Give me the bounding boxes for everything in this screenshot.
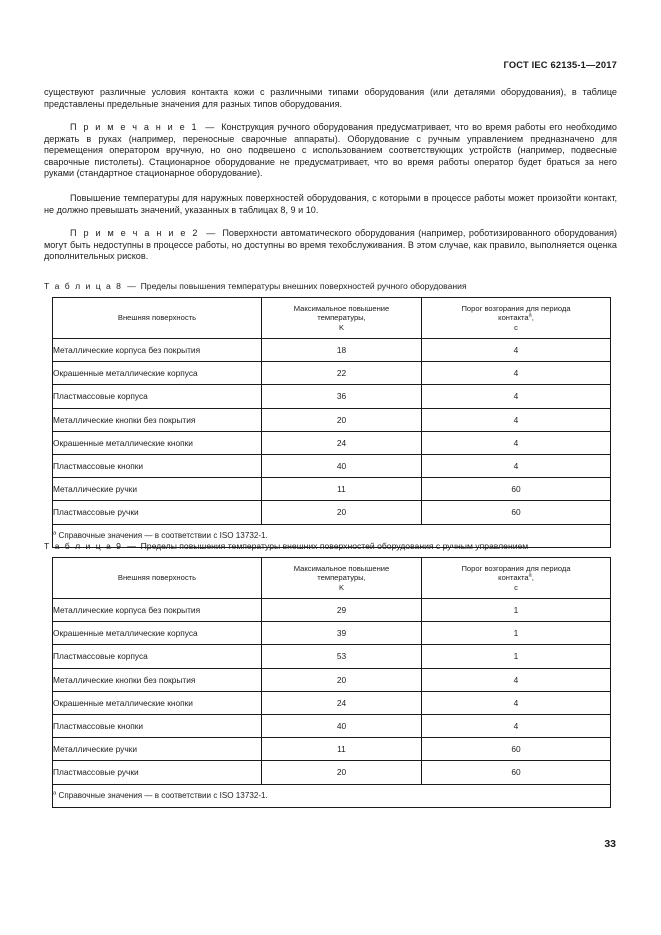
cell-surface: Металлические кнопки без покрытия (53, 408, 262, 431)
cell-ignition: 1 (422, 599, 611, 622)
footnote-text: Справочные значения — в соответствии с ISO 13732-1. (58, 531, 268, 541)
table-row (53, 691, 611, 714)
paragraph-text: Повышение температуры для наружных поверхностей оборудования, с которыми в процессе работы может произойти контакт, не должно превышать значений, указанных в таблицах 8, 9 и 10. (44, 193, 617, 215)
note-1-dash: — (205, 122, 215, 132)
table-8-body (53, 339, 611, 548)
cell-ignition: 4 (422, 454, 611, 477)
table-8 (52, 297, 611, 548)
table-row (53, 599, 611, 622)
table-8-caption-text: Пределы повышения температуры внешних поверхностей ручного оборудования (140, 281, 467, 291)
cell-ignition: 4 (422, 339, 611, 362)
table-8-col-ignition-header: Порог возгорания для периода контакта$^a$, с (422, 298, 611, 339)
cell-surface: Окрашенные металлические корпуса (53, 622, 262, 645)
cell-ignition: 60 (422, 738, 611, 761)
table-9-caption (44, 541, 528, 551)
table-row (53, 761, 611, 784)
table-9-caption-label: Т а б л и ц а 9 (44, 541, 123, 551)
table-8-caption (44, 281, 467, 291)
table-8-header-row (53, 298, 611, 339)
table-row (53, 408, 611, 431)
cell-temp-rise: 11 (262, 478, 422, 501)
table-9-col-temp-header: Максимальное повышение температуры, K (262, 558, 422, 599)
footnote-marker: a (53, 530, 57, 537)
cell-surface: Окрашенные металлические кнопки (53, 431, 262, 454)
cell-surface: Металлические кнопки без покрытия (53, 668, 262, 691)
cell-surface: Пластмассовые корпуса (53, 385, 262, 408)
cell-surface: Металлические корпуса без покрытия (53, 339, 262, 362)
page-number: 33 (604, 838, 616, 850)
footnote-marker: a (53, 790, 57, 797)
table-9 (52, 557, 611, 808)
cell-ignition: 1 (422, 622, 611, 645)
note-2-label: П р и м е ч а н и е 2 (70, 228, 200, 238)
cell-temp-rise: 40 (262, 714, 422, 737)
table-9-footnote-row (53, 784, 611, 807)
cell-surface: Металлические корпуса без покрытия (53, 599, 262, 622)
table-8-header (53, 298, 611, 339)
cell-ignition: 60 (422, 501, 611, 524)
note-1-text: Конструкция ручного оборудования предусматривает, что во время работы его необходимо держать в руках (например, переносные сварочные аппараты). Оборудование с ручным управлением предназначено для перемещения оператором вручную, но оно подвешено с использованием соответствующих устройств (например, подвесные сварочные пистолеты). Стационарное оборудование не предусматривает, что во время работы оператор будет браться за него руками (стандартное стационарное оборудование). (44, 122, 617, 179)
table-row (53, 454, 611, 477)
cell-temp-rise: 24 (262, 691, 422, 714)
cell-ignition: 4 (422, 691, 611, 714)
table-8-col-temp-header: Максимальное повышение температуры, K (262, 298, 422, 339)
cell-surface: Окрашенные металлические кнопки (53, 691, 262, 714)
table-row (53, 645, 611, 668)
table-row (53, 362, 611, 385)
note-2-dash: — (206, 228, 216, 238)
table-9-col-ignition-header: Порог возгорания для периода контакта$^a$, с (422, 558, 611, 599)
table-8-col-surface-header: Внешняя поверхность (53, 298, 262, 339)
cell-surface: Пластмассовые ручки (53, 501, 262, 524)
footnote-text: Справочные значения — в соответствии с ISO 13732-1. (58, 791, 268, 801)
table-9-caption-dash: — (127, 541, 136, 551)
table-8-caption-dash: — (127, 281, 136, 291)
cell-ignition: 1 (422, 645, 611, 668)
cell-temp-rise: 36 (262, 385, 422, 408)
cell-surface: Пластмассовые корпуса (53, 645, 262, 668)
page-content-area (44, 0, 617, 935)
table-row (53, 622, 611, 645)
cell-temp-rise: 11 (262, 738, 422, 761)
cell-temp-rise: 53 (262, 645, 422, 668)
cell-temp-rise: 20 (262, 501, 422, 524)
table-row (53, 478, 611, 501)
cell-temp-rise: 29 (262, 599, 422, 622)
note-1-label: П р и м е ч а н и е 1 (70, 122, 199, 132)
cell-temp-rise: 20 (262, 408, 422, 431)
table-row (53, 714, 611, 737)
cell-surface: Металлические ручки (53, 738, 262, 761)
cell-temp-rise: 24 (262, 431, 422, 454)
cell-surface: Пластмассовые ручки (53, 761, 262, 784)
cell-temp-rise: 40 (262, 454, 422, 477)
table-9-header (53, 558, 611, 599)
table-row (53, 738, 611, 761)
table-row (53, 339, 611, 362)
document-standard-header: ГОСТ IEC 62135-1—2017 (503, 60, 617, 70)
table-9-header-row (53, 558, 611, 599)
cell-ignition: 60 (422, 761, 611, 784)
cell-ignition: 60 (422, 478, 611, 501)
cell-surface: Окрашенные металлические корпуса (53, 362, 262, 385)
cell-ignition: 4 (422, 431, 611, 454)
table-8-caption-label: Т а б л и ц а 8 (44, 281, 123, 291)
cell-ignition: 4 (422, 668, 611, 691)
paragraph-temperature-limits (44, 193, 617, 216)
table-row (53, 385, 611, 408)
cell-ignition: 4 (422, 714, 611, 737)
cell-temp-rise: 20 (262, 761, 422, 784)
cell-surface: Металлические ручки (53, 478, 262, 501)
cell-surface: Пластмассовые кнопки (53, 454, 262, 477)
paragraph-text: существуют различные условия контакта кожи с различными типами оборудования (или деталями оборудования), в таблице представлены предельные значения для разных типов оборудования. (44, 87, 617, 109)
cell-ignition: 4 (422, 408, 611, 431)
cell-temp-rise: 18 (262, 339, 422, 362)
note-2-block (44, 228, 617, 263)
cell-surface: Пластмассовые кнопки (53, 714, 262, 737)
table-row (53, 501, 611, 524)
table-9-body (53, 599, 611, 808)
paragraph-continuation (44, 87, 617, 110)
cell-temp-rise: 22 (262, 362, 422, 385)
table-row (53, 431, 611, 454)
cell-temp-rise: 20 (262, 668, 422, 691)
table-9-caption-text: Пределы повышения температуры внешних поверхностей оборудования с ручным управлением (140, 541, 529, 551)
table-9-footnote (53, 784, 611, 807)
table-row (53, 668, 611, 691)
cell-ignition: 4 (422, 385, 611, 408)
note-1-block (44, 122, 617, 180)
cell-temp-rise: 39 (262, 622, 422, 645)
cell-ignition: 4 (422, 362, 611, 385)
table-9-col-surface-header: Внешняя поверхность (53, 558, 262, 599)
note-2-text: Поверхности автоматического оборудования (например, роботизированного оборудования) могут быть недоступны в процессе работы, но доступны во время техобслуживания. В этом случае, как правило, выполняется оценка дополнительных рисков. (44, 228, 618, 262)
